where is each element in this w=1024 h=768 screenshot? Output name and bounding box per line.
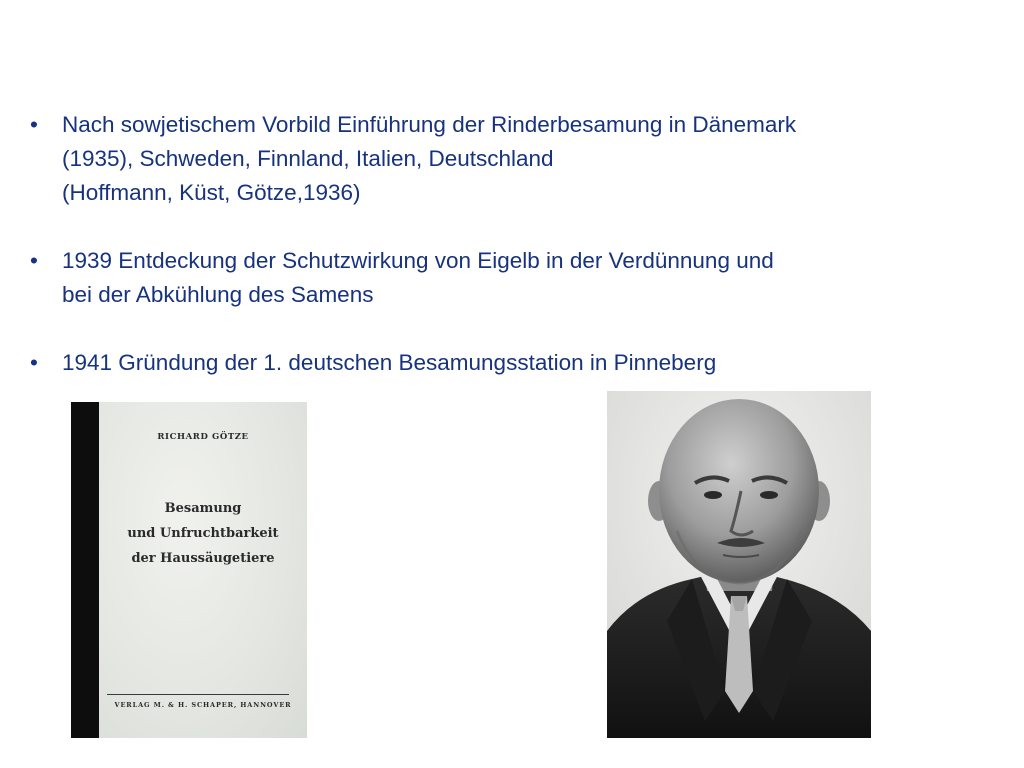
bullet-marker: • [30, 350, 38, 375]
bullet-item-3 [30, 346, 1005, 380]
book-cover-image [71, 402, 307, 738]
bullet-line: 1939 Entdeckung der Schutzwirkung von Eigelb in der Verdünnung und [62, 248, 774, 273]
book-divider [107, 694, 289, 695]
book-title-line: und Unfruchtbarkeit [127, 526, 279, 541]
portrait-photo [607, 391, 871, 738]
book-title-line: Besamung [164, 501, 242, 516]
book-spine [71, 402, 99, 738]
bullet-text-2 [62, 244, 1005, 312]
bullet-item-1 [30, 108, 1005, 210]
bullet-line: bei der Abkühlung des Samens [62, 282, 374, 307]
bullet-line: (1935), Schweden, Finnland, Italien, Deutschland [62, 146, 554, 171]
portrait-illustration [607, 391, 871, 738]
bullet-text-1 [62, 108, 1005, 210]
book-title-line: der Haussäugetiere [131, 551, 275, 566]
bullet-line: 1941 Gründung der 1. deutschen Besamungsstation in Pinneberg [62, 350, 717, 375]
bullet-marker: • [30, 248, 38, 273]
bullet-text-3 [62, 346, 1005, 380]
bullet-list [30, 108, 1005, 380]
book-title [99, 496, 307, 571]
bullet-line: (Hoffmann, Küst, Götze,1936) [62, 180, 361, 205]
bullet-line: Nach sowjetischem Vorbild Einführung der Rinderbesamung in Dänemark [62, 112, 797, 137]
bullet-item-2 [30, 244, 1005, 312]
book-publisher: VERLAG M. & H. SCHAPER, HANNOVER [114, 701, 292, 709]
book-author: RICHARD GÖTZE [157, 432, 249, 442]
bullet-marker: • [30, 112, 38, 137]
